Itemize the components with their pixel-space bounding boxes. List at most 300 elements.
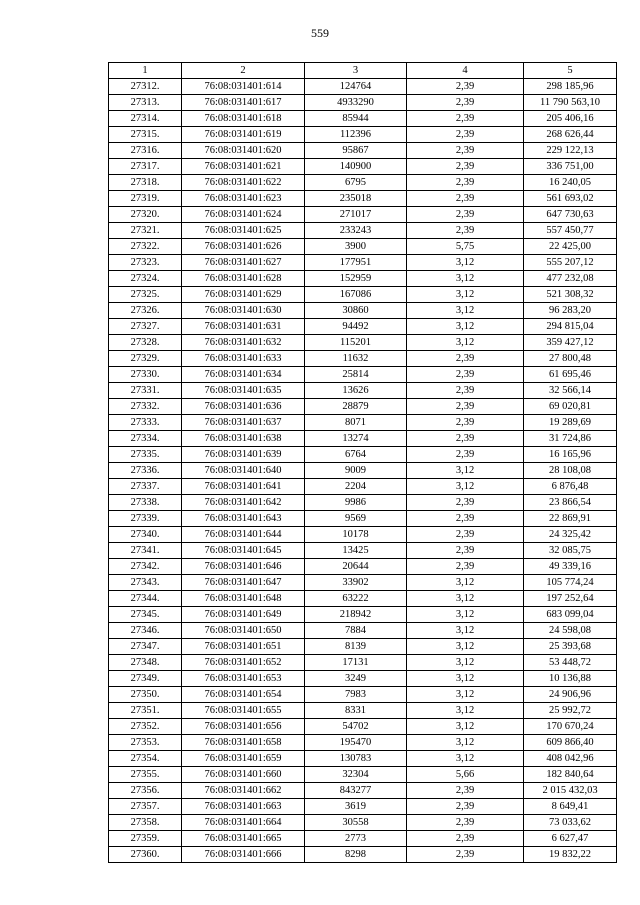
value-cell: 359 427,12 (524, 335, 617, 351)
rate-cell: 2,39 (407, 831, 524, 847)
cadastral-number-cell: 76:08:031401:623 (182, 191, 305, 207)
table-row (109, 367, 617, 383)
rate-cell: 2,39 (407, 415, 524, 431)
table-row (109, 751, 617, 767)
table-row (109, 159, 617, 175)
table-row (109, 799, 617, 815)
value-cell: 647 730,63 (524, 207, 617, 223)
area-cell: 25814 (305, 367, 407, 383)
rate-cell: 3,12 (407, 687, 524, 703)
row-number-cell: 27339. (109, 511, 182, 527)
table-row (109, 463, 617, 479)
value-cell: 19 289,69 (524, 415, 617, 431)
cadastral-number-cell: 76:08:031401:622 (182, 175, 305, 191)
row-number-cell: 27351. (109, 703, 182, 719)
row-number-cell: 27315. (109, 127, 182, 143)
cadastral-number-cell: 76:08:031401:646 (182, 559, 305, 575)
row-number-cell: 27359. (109, 831, 182, 847)
table-row (109, 319, 617, 335)
row-number-cell: 27331. (109, 383, 182, 399)
value-cell: 477 232,08 (524, 271, 617, 287)
row-number-cell: 27313. (109, 95, 182, 111)
table-row (109, 335, 617, 351)
rate-cell: 3,12 (407, 655, 524, 671)
rate-cell: 3,12 (407, 303, 524, 319)
table-row (109, 351, 617, 367)
page-number: 559 (311, 26, 329, 40)
area-cell: 130783 (305, 751, 407, 767)
table-row (109, 655, 617, 671)
table-row (109, 607, 617, 623)
row-number-cell: 27354. (109, 751, 182, 767)
table-row (109, 303, 617, 319)
cadastral-number-cell: 76:08:031401:660 (182, 767, 305, 783)
row-number-cell: 27324. (109, 271, 182, 287)
area-cell: 843277 (305, 783, 407, 799)
area-cell: 8331 (305, 703, 407, 719)
rate-cell: 2,39 (407, 383, 524, 399)
value-cell: 11 790 563,10 (524, 95, 617, 111)
cadastral-number-cell: 76:08:031401:634 (182, 367, 305, 383)
table-row (109, 223, 617, 239)
column-header: 3 (305, 63, 407, 79)
area-cell: 195470 (305, 735, 407, 751)
value-cell: 170 670,24 (524, 719, 617, 735)
area-cell: 54702 (305, 719, 407, 735)
value-cell: 22 869,91 (524, 511, 617, 527)
row-number-cell: 27325. (109, 287, 182, 303)
cadastral-number-cell: 76:08:031401:635 (182, 383, 305, 399)
table-row (109, 415, 617, 431)
row-number-cell: 27334. (109, 431, 182, 447)
rate-cell: 2,39 (407, 399, 524, 415)
value-cell: 197 252,64 (524, 591, 617, 607)
table-row (109, 239, 617, 255)
cadastral-number-cell: 76:08:031401:633 (182, 351, 305, 367)
row-number-cell: 27335. (109, 447, 182, 463)
table-row (109, 79, 617, 95)
cadastral-number-cell: 76:08:031401:644 (182, 527, 305, 543)
cadastral-number-cell: 76:08:031401:640 (182, 463, 305, 479)
value-cell: 6 627,47 (524, 831, 617, 847)
row-number-cell: 27347. (109, 639, 182, 655)
row-number-cell: 27328. (109, 335, 182, 351)
row-number-cell: 27320. (109, 207, 182, 223)
rate-cell: 3,12 (407, 607, 524, 623)
rate-cell: 2,39 (407, 175, 524, 191)
rate-cell: 3,12 (407, 671, 524, 687)
row-number-cell: 27322. (109, 239, 182, 255)
table-row (109, 255, 617, 271)
cadastral-number-cell: 76:08:031401:662 (182, 783, 305, 799)
area-cell: 13425 (305, 543, 407, 559)
rate-cell: 3,12 (407, 719, 524, 735)
area-cell: 218942 (305, 607, 407, 623)
rate-cell: 3,12 (407, 591, 524, 607)
rate-cell: 2,39 (407, 495, 524, 511)
area-cell: 8071 (305, 415, 407, 431)
table-row (109, 207, 617, 223)
table-row (109, 847, 617, 863)
row-number-cell: 27360. (109, 847, 182, 863)
table-row (109, 815, 617, 831)
table-row (109, 287, 617, 303)
rate-cell: 5,75 (407, 239, 524, 255)
cadastral-number-cell: 76:08:031401:647 (182, 575, 305, 591)
rate-cell: 2,39 (407, 127, 524, 143)
rate-cell: 2,39 (407, 351, 524, 367)
rate-cell: 5,66 (407, 767, 524, 783)
column-header: 5 (524, 63, 617, 79)
area-cell: 177951 (305, 255, 407, 271)
value-cell: 229 122,13 (524, 143, 617, 159)
area-cell: 271017 (305, 207, 407, 223)
area-cell: 6795 (305, 175, 407, 191)
area-cell: 33902 (305, 575, 407, 591)
area-cell: 235018 (305, 191, 407, 207)
cadastral-number-cell: 76:08:031401:659 (182, 751, 305, 767)
area-cell: 4933290 (305, 95, 407, 111)
table-row (109, 511, 617, 527)
area-cell: 9009 (305, 463, 407, 479)
area-cell: 17131 (305, 655, 407, 671)
table-row (109, 383, 617, 399)
table-row (109, 543, 617, 559)
cadastral-number-cell: 76:08:031401:620 (182, 143, 305, 159)
rate-cell: 2,39 (407, 207, 524, 223)
area-cell: 3619 (305, 799, 407, 815)
table-row (109, 767, 617, 783)
value-cell: 6 876,48 (524, 479, 617, 495)
cadastral-number-cell: 76:08:031401:631 (182, 319, 305, 335)
row-number-cell: 27323. (109, 255, 182, 271)
area-cell: 152959 (305, 271, 407, 287)
row-number-cell: 27326. (109, 303, 182, 319)
row-number-cell: 27336. (109, 463, 182, 479)
area-cell: 6764 (305, 447, 407, 463)
rate-cell: 3,12 (407, 287, 524, 303)
row-number-cell: 27314. (109, 111, 182, 127)
area-cell: 30860 (305, 303, 407, 319)
cadastral-number-cell: 76:08:031401:624 (182, 207, 305, 223)
header-row (109, 63, 617, 79)
rate-cell: 2,39 (407, 815, 524, 831)
rate-cell: 3,12 (407, 271, 524, 287)
area-cell: 63222 (305, 591, 407, 607)
value-cell: 555 207,12 (524, 255, 617, 271)
row-number-cell: 27319. (109, 191, 182, 207)
table-header (109, 63, 617, 79)
value-cell: 49 339,16 (524, 559, 617, 575)
value-cell: 25 992,72 (524, 703, 617, 719)
table-body (109, 79, 617, 863)
value-cell: 561 693,02 (524, 191, 617, 207)
value-cell: 294 815,04 (524, 319, 617, 335)
row-number-cell: 27353. (109, 735, 182, 751)
table-row (109, 527, 617, 543)
row-number-cell: 27338. (109, 495, 182, 511)
row-number-cell: 27358. (109, 815, 182, 831)
value-cell: 61 695,46 (524, 367, 617, 383)
area-cell: 30558 (305, 815, 407, 831)
rate-cell: 2,39 (407, 447, 524, 463)
row-number-cell: 27343. (109, 575, 182, 591)
value-cell: 53 448,72 (524, 655, 617, 671)
table-row (109, 431, 617, 447)
area-cell: 94492 (305, 319, 407, 335)
row-number-cell: 27330. (109, 367, 182, 383)
area-cell: 115201 (305, 335, 407, 351)
cadastral-number-cell: 76:08:031401:619 (182, 127, 305, 143)
row-number-cell: 27341. (109, 543, 182, 559)
rate-cell: 3,12 (407, 255, 524, 271)
rate-cell: 2,39 (407, 543, 524, 559)
rate-cell: 2,39 (407, 527, 524, 543)
value-cell: 105 774,24 (524, 575, 617, 591)
value-cell: 268 626,44 (524, 127, 617, 143)
table-row (109, 591, 617, 607)
value-cell: 19 832,22 (524, 847, 617, 863)
table-row (109, 479, 617, 495)
value-cell: 205 406,16 (524, 111, 617, 127)
value-cell: 2 015 432,03 (524, 783, 617, 799)
value-cell: 24 906,96 (524, 687, 617, 703)
area-cell: 233243 (305, 223, 407, 239)
rate-cell: 2,39 (407, 159, 524, 175)
area-cell: 8139 (305, 639, 407, 655)
row-number-cell: 27352. (109, 719, 182, 735)
area-cell: 2204 (305, 479, 407, 495)
value-cell: 16 165,96 (524, 447, 617, 463)
value-cell: 22 425,00 (524, 239, 617, 255)
table-row (109, 271, 617, 287)
column-header: 2 (182, 63, 305, 79)
value-cell: 557 450,77 (524, 223, 617, 239)
value-cell: 32 566,14 (524, 383, 617, 399)
value-cell: 10 136,88 (524, 671, 617, 687)
area-cell: 3249 (305, 671, 407, 687)
cadastral-table (108, 62, 617, 863)
value-cell: 24 325,42 (524, 527, 617, 543)
cadastral-number-cell: 76:08:031401:625 (182, 223, 305, 239)
table-row (109, 95, 617, 111)
cadastral-number-cell: 76:08:031401:663 (182, 799, 305, 815)
value-cell: 25 393,68 (524, 639, 617, 655)
cadastral-number-cell: 76:08:031401:650 (182, 623, 305, 639)
row-number-cell: 27346. (109, 623, 182, 639)
table-row (109, 191, 617, 207)
rate-cell: 2,39 (407, 191, 524, 207)
cadastral-number-cell: 76:08:031401:629 (182, 287, 305, 303)
rate-cell: 2,39 (407, 847, 524, 863)
rate-cell: 2,39 (407, 143, 524, 159)
value-cell: 521 308,32 (524, 287, 617, 303)
area-cell: 9986 (305, 495, 407, 511)
column-header: 4 (407, 63, 524, 79)
table-row (109, 495, 617, 511)
row-number-cell: 27329. (109, 351, 182, 367)
area-cell: 11632 (305, 351, 407, 367)
value-cell: 24 598,08 (524, 623, 617, 639)
table-row (109, 127, 617, 143)
row-number-cell: 27316. (109, 143, 182, 159)
rate-cell: 2,39 (407, 511, 524, 527)
area-cell: 2773 (305, 831, 407, 847)
rate-cell: 2,39 (407, 95, 524, 111)
cadastral-number-cell: 76:08:031401:614 (182, 79, 305, 95)
row-number-cell: 27318. (109, 175, 182, 191)
cadastral-number-cell: 76:08:031401:621 (182, 159, 305, 175)
row-number-cell: 27342. (109, 559, 182, 575)
value-cell: 408 042,96 (524, 751, 617, 767)
area-cell: 124764 (305, 79, 407, 95)
cadastral-number-cell: 76:08:031401:639 (182, 447, 305, 463)
area-cell: 140900 (305, 159, 407, 175)
cadastral-number-cell: 76:08:031401:665 (182, 831, 305, 847)
cadastral-number-cell: 76:08:031401:627 (182, 255, 305, 271)
value-cell: 683 099,04 (524, 607, 617, 623)
cadastral-number-cell: 76:08:031401:642 (182, 495, 305, 511)
rate-cell: 3,12 (407, 639, 524, 655)
area-cell: 112396 (305, 127, 407, 143)
value-cell: 336 751,00 (524, 159, 617, 175)
area-cell: 28879 (305, 399, 407, 415)
rate-cell: 2,39 (407, 431, 524, 447)
rate-cell: 3,12 (407, 335, 524, 351)
row-number-cell: 27333. (109, 415, 182, 431)
value-cell: 182 840,64 (524, 767, 617, 783)
row-number-cell: 27327. (109, 319, 182, 335)
row-number-cell: 27340. (109, 527, 182, 543)
cadastral-number-cell: 76:08:031401:664 (182, 815, 305, 831)
row-number-cell: 27337. (109, 479, 182, 495)
row-number-cell: 27357. (109, 799, 182, 815)
cadastral-number-cell: 76:08:031401:637 (182, 415, 305, 431)
table-row (109, 687, 617, 703)
area-cell: 9569 (305, 511, 407, 527)
cadastral-number-cell: 76:08:031401:641 (182, 479, 305, 495)
area-cell: 7884 (305, 623, 407, 639)
table-row (109, 671, 617, 687)
cadastral-number-cell: 76:08:031401:653 (182, 671, 305, 687)
cadastral-number-cell: 76:08:031401:654 (182, 687, 305, 703)
value-cell: 27 800,48 (524, 351, 617, 367)
rate-cell: 3,12 (407, 735, 524, 751)
table-row (109, 575, 617, 591)
row-number-cell: 27332. (109, 399, 182, 415)
rate-cell: 3,12 (407, 751, 524, 767)
rate-cell: 2,39 (407, 111, 524, 127)
area-cell: 3900 (305, 239, 407, 255)
cadastral-number-cell: 76:08:031401:652 (182, 655, 305, 671)
table-row (109, 559, 617, 575)
area-cell: 32304 (305, 767, 407, 783)
rate-cell: 3,12 (407, 463, 524, 479)
row-number-cell: 27350. (109, 687, 182, 703)
row-number-cell: 27345. (109, 607, 182, 623)
value-cell: 69 020,81 (524, 399, 617, 415)
area-cell: 8298 (305, 847, 407, 863)
rate-cell: 3,12 (407, 319, 524, 335)
cadastral-number-cell: 76:08:031401:630 (182, 303, 305, 319)
rate-cell: 3,12 (407, 623, 524, 639)
area-cell: 7983 (305, 687, 407, 703)
cadastral-number-cell: 76:08:031401:658 (182, 735, 305, 751)
cadastral-number-cell: 76:08:031401:638 (182, 431, 305, 447)
rate-cell: 3,12 (407, 575, 524, 591)
table-row (109, 623, 617, 639)
cadastral-number-cell: 76:08:031401:649 (182, 607, 305, 623)
cadastral-number-cell: 76:08:031401:632 (182, 335, 305, 351)
row-number-cell: 27321. (109, 223, 182, 239)
cadastral-number-cell: 76:08:031401:617 (182, 95, 305, 111)
rate-cell: 2,39 (407, 223, 524, 239)
row-number-cell: 27355. (109, 767, 182, 783)
cadastral-number-cell: 76:08:031401:636 (182, 399, 305, 415)
rate-cell: 2,39 (407, 799, 524, 815)
value-cell: 73 033,62 (524, 815, 617, 831)
cadastral-number-cell: 76:08:031401:628 (182, 271, 305, 287)
table-row (109, 831, 617, 847)
row-number-cell: 27348. (109, 655, 182, 671)
value-cell: 32 085,75 (524, 543, 617, 559)
area-cell: 13626 (305, 383, 407, 399)
area-cell: 13274 (305, 431, 407, 447)
value-cell: 8 649,41 (524, 799, 617, 815)
rate-cell: 2,39 (407, 367, 524, 383)
column-header: 1 (109, 63, 182, 79)
cadastral-number-cell: 76:08:031401:643 (182, 511, 305, 527)
cadastral-number-cell: 76:08:031401:655 (182, 703, 305, 719)
row-number-cell: 27317. (109, 159, 182, 175)
rate-cell: 3,12 (407, 703, 524, 719)
table-row (109, 111, 617, 127)
row-number-cell: 27312. (109, 79, 182, 95)
cadastral-number-cell: 76:08:031401:666 (182, 847, 305, 863)
cadastral-number-cell: 76:08:031401:618 (182, 111, 305, 127)
value-cell: 609 866,40 (524, 735, 617, 751)
table-row (109, 447, 617, 463)
table-row (109, 175, 617, 191)
table-row (109, 719, 617, 735)
area-cell: 167086 (305, 287, 407, 303)
row-number-cell: 27349. (109, 671, 182, 687)
cadastral-number-cell: 76:08:031401:645 (182, 543, 305, 559)
table-row (109, 735, 617, 751)
value-cell: 96 283,20 (524, 303, 617, 319)
value-cell: 31 724,86 (524, 431, 617, 447)
cadastral-number-cell: 76:08:031401:648 (182, 591, 305, 607)
row-number-cell: 27344. (109, 591, 182, 607)
rate-cell: 2,39 (407, 79, 524, 95)
cadastral-number-cell: 76:08:031401:626 (182, 239, 305, 255)
table-row (109, 703, 617, 719)
area-cell: 95867 (305, 143, 407, 159)
row-number-cell: 27356. (109, 783, 182, 799)
rate-cell: 2,39 (407, 783, 524, 799)
rate-cell: 3,12 (407, 479, 524, 495)
cadastral-number-cell: 76:08:031401:656 (182, 719, 305, 735)
value-cell: 298 185,96 (524, 79, 617, 95)
table-row (109, 399, 617, 415)
value-cell: 23 866,54 (524, 495, 617, 511)
table-row (109, 783, 617, 799)
table-row (109, 143, 617, 159)
value-cell: 28 108,08 (524, 463, 617, 479)
table-row (109, 639, 617, 655)
rate-cell: 2,39 (407, 559, 524, 575)
area-cell: 10178 (305, 527, 407, 543)
